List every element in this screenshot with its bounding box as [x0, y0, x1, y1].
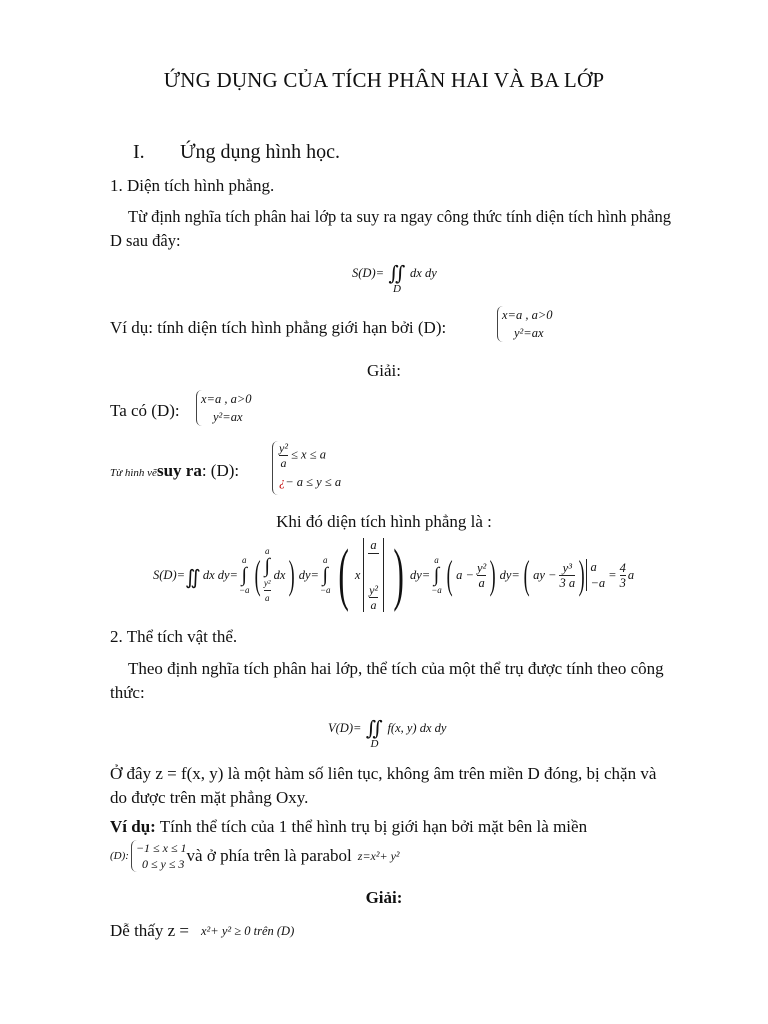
formula-volume	[328, 713, 447, 750]
beq-int2-lower-num: y²	[263, 577, 271, 588]
solution1-heading: Giải:	[367, 361, 401, 380]
tuhinh-prefix: Từ hình vẽ	[110, 467, 157, 479]
beq-term-den: a	[478, 575, 485, 590]
beq-int2-upper: a	[264, 545, 270, 556]
section-heading: Ứng dụng hình học.	[180, 141, 340, 163]
beq-int4-lower: −a	[431, 585, 442, 595]
dethay-text: Dễ thấy z =	[110, 921, 189, 940]
example1-line1: x=a , a>0	[502, 308, 553, 322]
taco-line1: x=a , a>0	[201, 392, 252, 406]
beq-s: S(D)=	[153, 567, 186, 582]
beq-3a: 3 a	[559, 575, 576, 590]
tuhinh-line2-rest: − a ≤ y ≤ a	[285, 475, 342, 489]
beq-dy2: dy=	[409, 567, 431, 582]
beq-int1-lower: −a	[238, 585, 250, 595]
subsection-area: 1. Diện tích hình phẳng.	[110, 176, 275, 195]
example2-tail: và ở phía trên là parabol	[186, 846, 352, 865]
example1-line2: y²=ax	[514, 326, 544, 340]
subsection-volume: 2. Thể tích vật thể.	[110, 627, 238, 646]
beq-dy3: dy=	[499, 567, 520, 582]
beq-int3-lower: −a	[319, 585, 331, 595]
formula-vol-rhs: f(x, y) dx dy	[387, 721, 447, 735]
beq-int4-upper: a	[434, 555, 439, 565]
example2-text	[110, 817, 587, 837]
beq-x: x	[354, 567, 361, 582]
beq-bar-a-top: a	[370, 538, 377, 552]
example2-ineq1: −1 ≤ x ≤ 1	[135, 841, 187, 855]
beq-dy1: dy=	[298, 567, 319, 582]
beq-eval-upper: a	[590, 560, 597, 574]
tuhinh-line1-rest: ≤ x ≤ a	[291, 447, 326, 462]
beq-term: a −	[456, 567, 474, 582]
example1-text: Ví dụ: tính diện tích hình phẳng giới hạn bởi (D):	[110, 318, 447, 337]
solution2-heading: Giải:	[365, 888, 403, 907]
tuhinh-text	[110, 461, 239, 481]
double-integral-symbol-vol: ∬	[365, 718, 383, 740]
beq-int2-lower-den: a	[264, 590, 271, 605]
beq-y3: y³	[562, 560, 572, 575]
khido-text: Khi đó diện tích hình phẳng là :	[276, 512, 492, 531]
beq-bar-den: a	[370, 598, 377, 612]
example2-domain-label: (D):	[110, 850, 129, 862]
big-equation: S(D)= ∬ dx dy= a ∫ −a ( a ∫ $\frac{\text{y²}}{a}$ dx ) dy= a ∫ −a ( x a $\frac{\text{y²}}{a}$ ) dy= a ∫ −a ( a − $\frac{\text{y²}}{a}$ ) dy= ( ay − $\frac{\text{y³}}{3 a}$ ) a −a = $\frac{4}{3}$ a	[153, 536, 635, 613]
beq-result-a: a	[627, 567, 635, 582]
paragraph-z-function: Ở đây z = f(x, y) là một hàm số liên tục, không âm trên miền D đóng, bị chặn và do được trên mặt phẳng Oxy.	[110, 764, 657, 807]
beq-term-num: y²	[476, 560, 487, 575]
taco-line2: y²=ax	[213, 410, 243, 424]
beq-bar-num: y²	[369, 583, 379, 597]
beq-int3-upper: a	[323, 555, 328, 565]
example2-bold: Ví dụ:	[110, 817, 156, 836]
domain-label-vol: D	[370, 738, 379, 750]
document-title: ỨNG DỤNG CỦA TÍCH PHÂN HAI VÀ BA LỚP	[163, 68, 605, 92]
double-integral-symbol: ∬	[388, 263, 406, 285]
example1-system	[497, 306, 553, 342]
tuhinh-system	[272, 441, 341, 495]
beq-ay: ay −	[533, 567, 557, 582]
beq-int1-upper: a	[242, 555, 247, 565]
formula-area	[352, 258, 437, 295]
example2-body: Tính thể tích của 1 thể hình trụ bị giới hạn bởi mặt bên là miền	[155, 817, 588, 836]
tuhinh-line2-mark: ¿	[279, 475, 286, 489]
paragraph-area-definition: Từ định nghĩa tích phân hai lớp ta suy ra ngay công thức tính diện tích hình phẳng D sau đây:	[110, 207, 672, 250]
formula-area-lhs: S(D)=	[352, 266, 385, 280]
dethay-math: x²+ y² ≥ 0 trên (D)	[200, 923, 295, 938]
dethay-line	[110, 921, 294, 941]
beq-four: 4	[619, 560, 626, 575]
section-number: I.	[133, 141, 145, 163]
taco-system	[196, 390, 252, 426]
paragraph-volume-definition: Theo định nghĩa tích phân hai lớp, thể tích của một thể trụ được tính theo công thức:	[110, 659, 664, 702]
beq-dxdy: dx dy=	[202, 567, 238, 582]
beq-dx: dx	[273, 567, 286, 582]
tuhinh-frac-den: a	[280, 456, 287, 470]
example2-line2	[110, 840, 400, 872]
beq-double-integral: ∬	[185, 566, 201, 589]
tuhinh-frac-num: y²	[279, 441, 288, 455]
formula-area-rhs: dx dy	[410, 266, 437, 280]
tuhinh-suffix: : (D):	[201, 461, 240, 480]
example2-ineq2: 0 ≤ y ≤ 3	[141, 857, 185, 871]
formula-vol-lhs: V(D)=	[328, 721, 362, 735]
taco-text: Ta có (D):	[110, 401, 180, 420]
domain-label: D	[393, 283, 401, 295]
tuhinh-bold: suy ra	[156, 461, 202, 480]
beq-eval-lower: −a	[590, 576, 606, 590]
beq-equals: =	[608, 567, 617, 582]
beq-three: 3	[619, 575, 626, 590]
example2-parabola: z=x²+ y²	[357, 848, 400, 863]
